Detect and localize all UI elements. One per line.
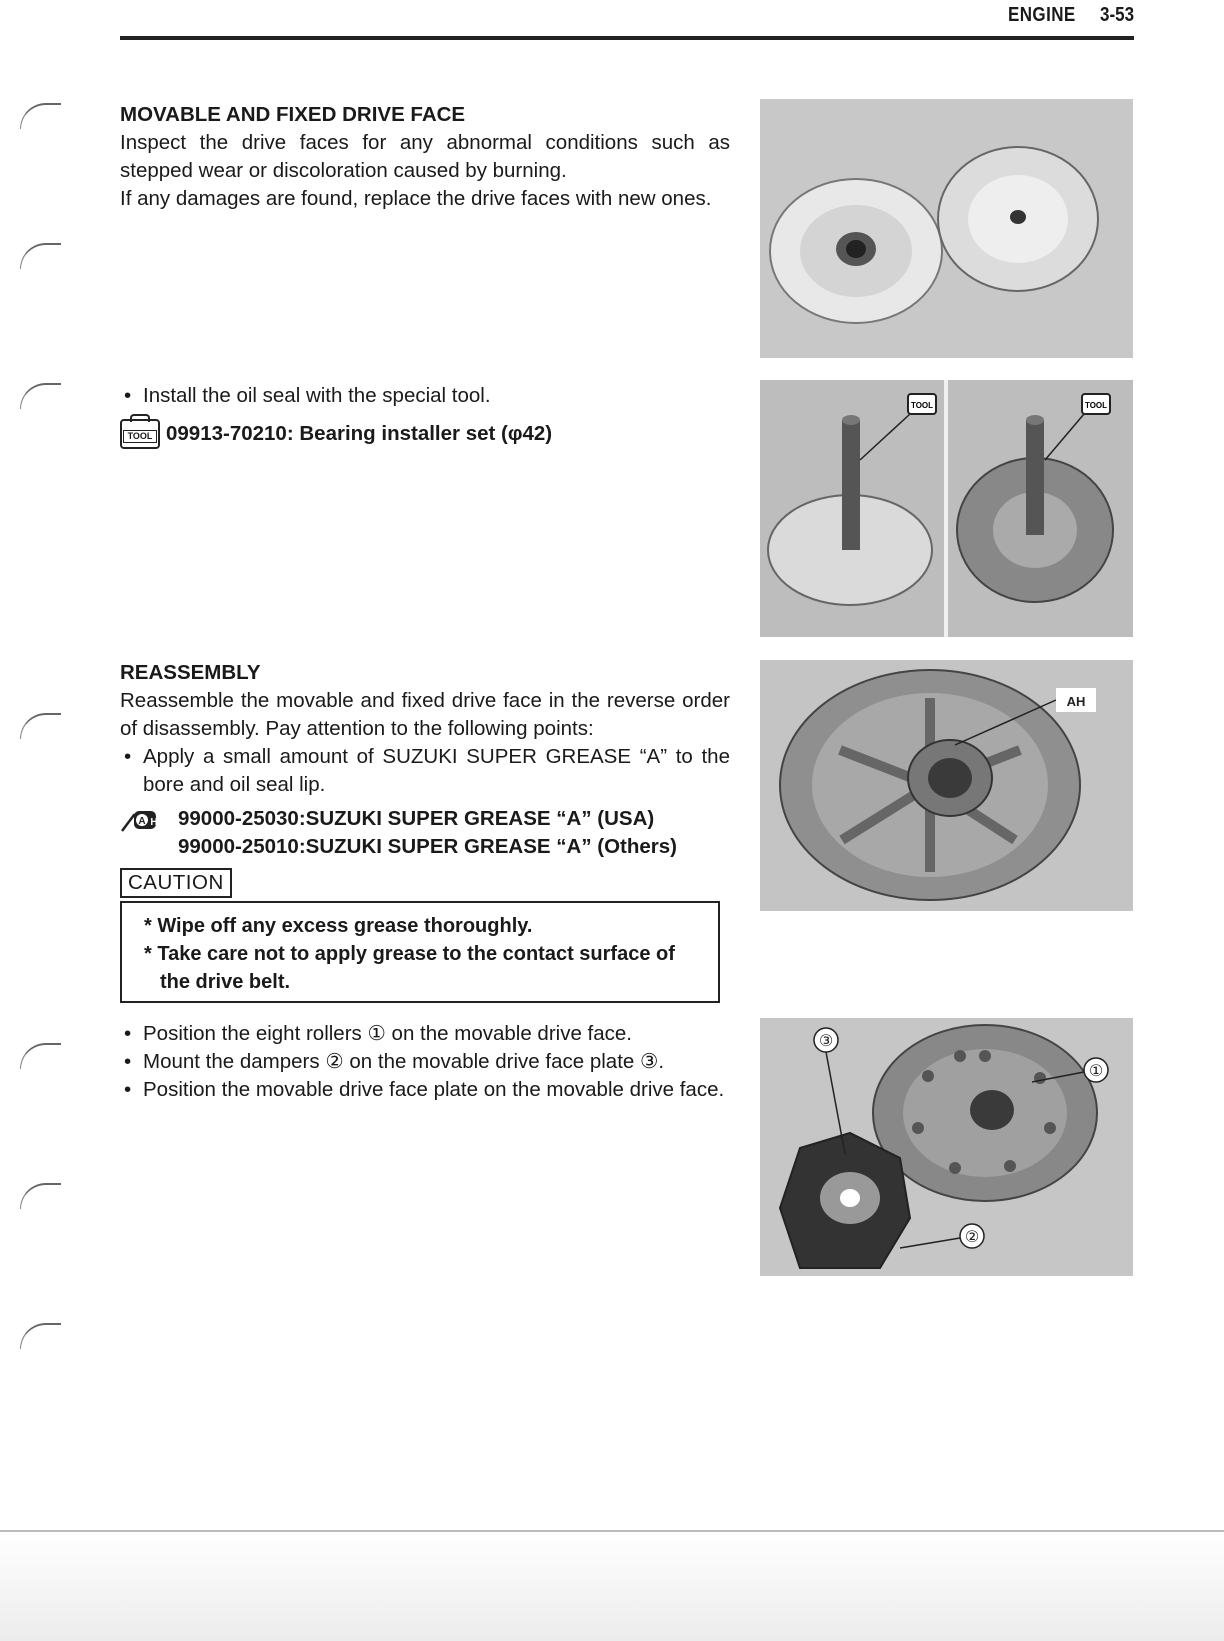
drive-faces-photo	[760, 99, 1133, 358]
grease-others: 99000-25010:SUZUKI SUPER GREASE “A” (Others)	[178, 835, 677, 858]
reassembly-heading: REASSEMBLY	[120, 661, 261, 684]
caution-box	[120, 901, 720, 1003]
svg-text:TOOL: TOOL	[910, 401, 934, 410]
binder-mark	[20, 1183, 61, 1209]
install-step	[120, 382, 730, 410]
grease-spec	[120, 805, 677, 861]
binder-mark	[20, 1323, 61, 1349]
grease-icon	[120, 807, 160, 833]
reassembly-paragraph: Reassemble the movable and fixed drive face in the reverse order of disassembly. Pay attention to the following points:	[120, 689, 730, 740]
oil-seal-install-photo	[760, 380, 1133, 637]
rollers-assembly-photo	[760, 1018, 1133, 1276]
binder-mark	[20, 713, 61, 739]
page-number: 3-53	[1099, 4, 1134, 26]
drive-face-section	[120, 101, 730, 213]
grease-bore-photo	[760, 660, 1133, 911]
install-bullet: • Install the oil seal with the special tool.	[120, 382, 730, 410]
binder-mark	[20, 383, 61, 409]
roller-steps	[120, 1020, 730, 1104]
svg-text:AH: AH	[1066, 694, 1086, 709]
dampers-bullet: • Mount the dampers ② on the movable drive face plate ③.	[120, 1048, 730, 1076]
rollers-bullet: • Position the eight rollers ① on the movable drive face.	[120, 1020, 730, 1048]
grease-usa: 99000-25030:SUZUKI SUPER GREASE “A” (USA)	[178, 807, 655, 830]
inspect-paragraph: Inspect the drive faces for any abnormal conditions such as stepped wear or discoloration caused by burning.	[120, 131, 730, 182]
section-title: ENGINE	[1008, 4, 1076, 26]
grease-bullet: • Apply a small amount of SUZUKI SUPER GREASE “A” to the bore and oil seal lip.	[120, 743, 730, 799]
binder-mark	[20, 1043, 61, 1069]
tool-icon: TOOL	[120, 419, 160, 449]
caution-item: * Wipe off any excess grease thoroughly.	[144, 915, 533, 937]
special-tool-line	[120, 419, 552, 449]
section-heading: MOVABLE AND FIXED DRIVE FACE	[120, 103, 466, 126]
svg-text:①: ①	[1088, 1061, 1104, 1080]
binder-mark	[20, 103, 61, 129]
svg-text:③: ③	[818, 1031, 834, 1050]
page-bottom-edge	[0, 1530, 1224, 1641]
binder-mark	[20, 243, 61, 269]
svg-text:H: H	[150, 817, 158, 828]
replace-paragraph: If any damages are found, replace the drive faces with new ones.	[120, 187, 712, 210]
plate-bullet: • Position the movable drive face plate on the movable drive face.	[120, 1076, 730, 1104]
svg-text:②: ②	[964, 1227, 980, 1246]
caution-label: CAUTION	[120, 868, 232, 898]
svg-text:A: A	[138, 816, 146, 827]
page-header	[120, 0, 1134, 40]
caution-item: * Take care not to apply grease to the contact surface of the drive belt.	[144, 943, 675, 993]
svg-text:TOOL: TOOL	[1084, 401, 1108, 410]
reassembly-section	[120, 659, 730, 799]
tool-reference: 09913-70210: Bearing installer set (φ42)	[166, 422, 553, 445]
